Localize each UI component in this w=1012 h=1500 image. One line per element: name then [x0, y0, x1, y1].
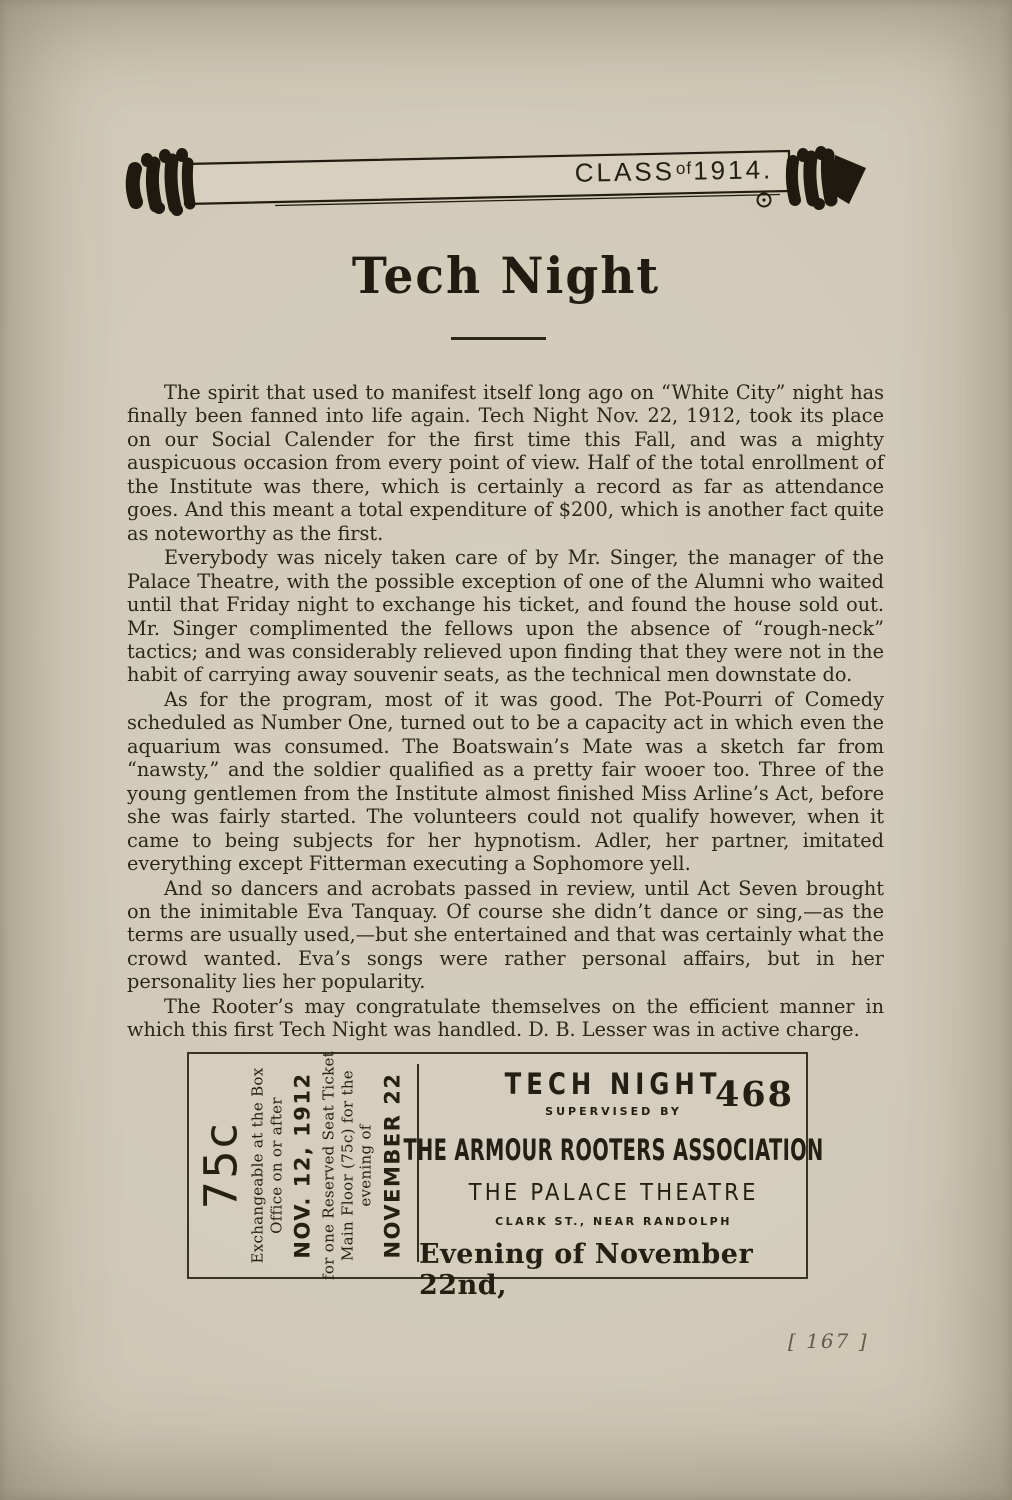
article-paragraph-3: As for the program, most of it was good. The Pot-Pourri of Comedy scheduled as Number One, turned out to be a capacity act in which even the aquarium was consumed. The Boatswain’s Mate was a sketch far from “nawsty,” and the soldier qualified as a pretty fair wooer too. Three of the young gentlemen from the Institute almost finished Miss Arline’s Act, before she was fairly started. The volunteers could not qualify however, when it came to being subjects for her hypnotism. Adler, her partner, imitated everything except Fitterman executing a Sophomore yell.	[127, 687, 884, 876]
banner-year: 1914.	[692, 154, 774, 186]
ticket-serial-number: 468	[714, 1074, 794, 1115]
article-body	[127, 381, 884, 1043]
right-scroll-ornament	[792, 146, 866, 210]
banner-class-word: CLASS	[574, 155, 676, 188]
stub-seat-line-1: for one Reserved Seat Ticket	[319, 1051, 338, 1280]
article-paragraph-5: The Rooter’s may congratulate themselves on the efficient manner in which this first Tech Night was handled. D. B. Lesser was in active charge.	[127, 994, 884, 1042]
stub-seat-line-3: evening of	[356, 1124, 375, 1207]
stub-exchange-line-1: Exchangeable at the Box	[248, 1067, 267, 1264]
ticket-organization	[300, 1133, 927, 1167]
banner-of-word: of	[675, 158, 693, 178]
ticket-main-panel	[403, 1054, 824, 1301]
article-paragraph-4: And so dancers and acrobats passed in review, until Act Seven brought on the inimitable Eva Tanquay. Of course she didn’t dance or sing,—as the terms are usually used,—but she entertained and that was certainly what the crowd wanted. Eva’s songs were rather personal affairs, but in her personality lies her popularity.	[127, 876, 884, 994]
ticket-evening-line: Evening of November 22nd,	[419, 1239, 754, 1301]
stub-event-date: NOVEMBER 22	[380, 1072, 405, 1259]
ticket-price: 75c	[194, 1121, 248, 1210]
stub-exchange-line-2: Office on or after	[267, 1097, 286, 1234]
title-divider-rule	[451, 337, 546, 340]
article-paragraph-1: The spirit that used to manifest itself long ago on “White City” night has finally been fanned into life again. Tech Night Nov. 22, 1912, took its place on our Social Calender for the first time this Fall, and was a mighty auspicuous occasion from every point of view. Half of the total enrollment of the Institute was there, which is certainly a record as far as attendance goes. And this meant a total expenditure of $200, which is another fact quite as noteworthy as the first.	[127, 381, 884, 545]
ticket-venue-address: CLARK ST., NEAR RANDOLPH	[495, 1215, 732, 1228]
ticket-reproduction	[187, 1051, 824, 1301]
ticket-venue: THE PALACE THEATRE	[468, 1180, 759, 1206]
ticket-event-title: TECH NIGHT	[505, 1067, 722, 1101]
page-title: Tech Night	[351, 247, 661, 306]
left-scroll-ornament	[133, 148, 190, 216]
stub-seat-line-2: Main Floor (75c) for the	[338, 1070, 357, 1261]
stub-exchange-date: NOV. 12, 1912	[290, 1072, 315, 1259]
ticket-supervised-by: SUPERVISED BY	[545, 1105, 682, 1118]
banner-title	[548, 154, 801, 189]
page-number: [ 167 ]	[788, 1329, 869, 1353]
article-paragraph-2: Everybody was nicely taken care of by Mr. Singer, the manager of the Palace Theatre, with the possible exception of one of the Alumni who waited until that Friday night to exchange his ticket, and found the house sold out. Mr. Singer complimented the fellows upon the absence of “rough-neck” tactics; and was considerably relieved upon finding that they were not in the habit of carrying away souvenir seats, as the technical men downstate do.	[127, 546, 884, 687]
ticket-organization-text: THE ARMOUR ROOTERS ASSOCIATION	[403, 1133, 824, 1167]
